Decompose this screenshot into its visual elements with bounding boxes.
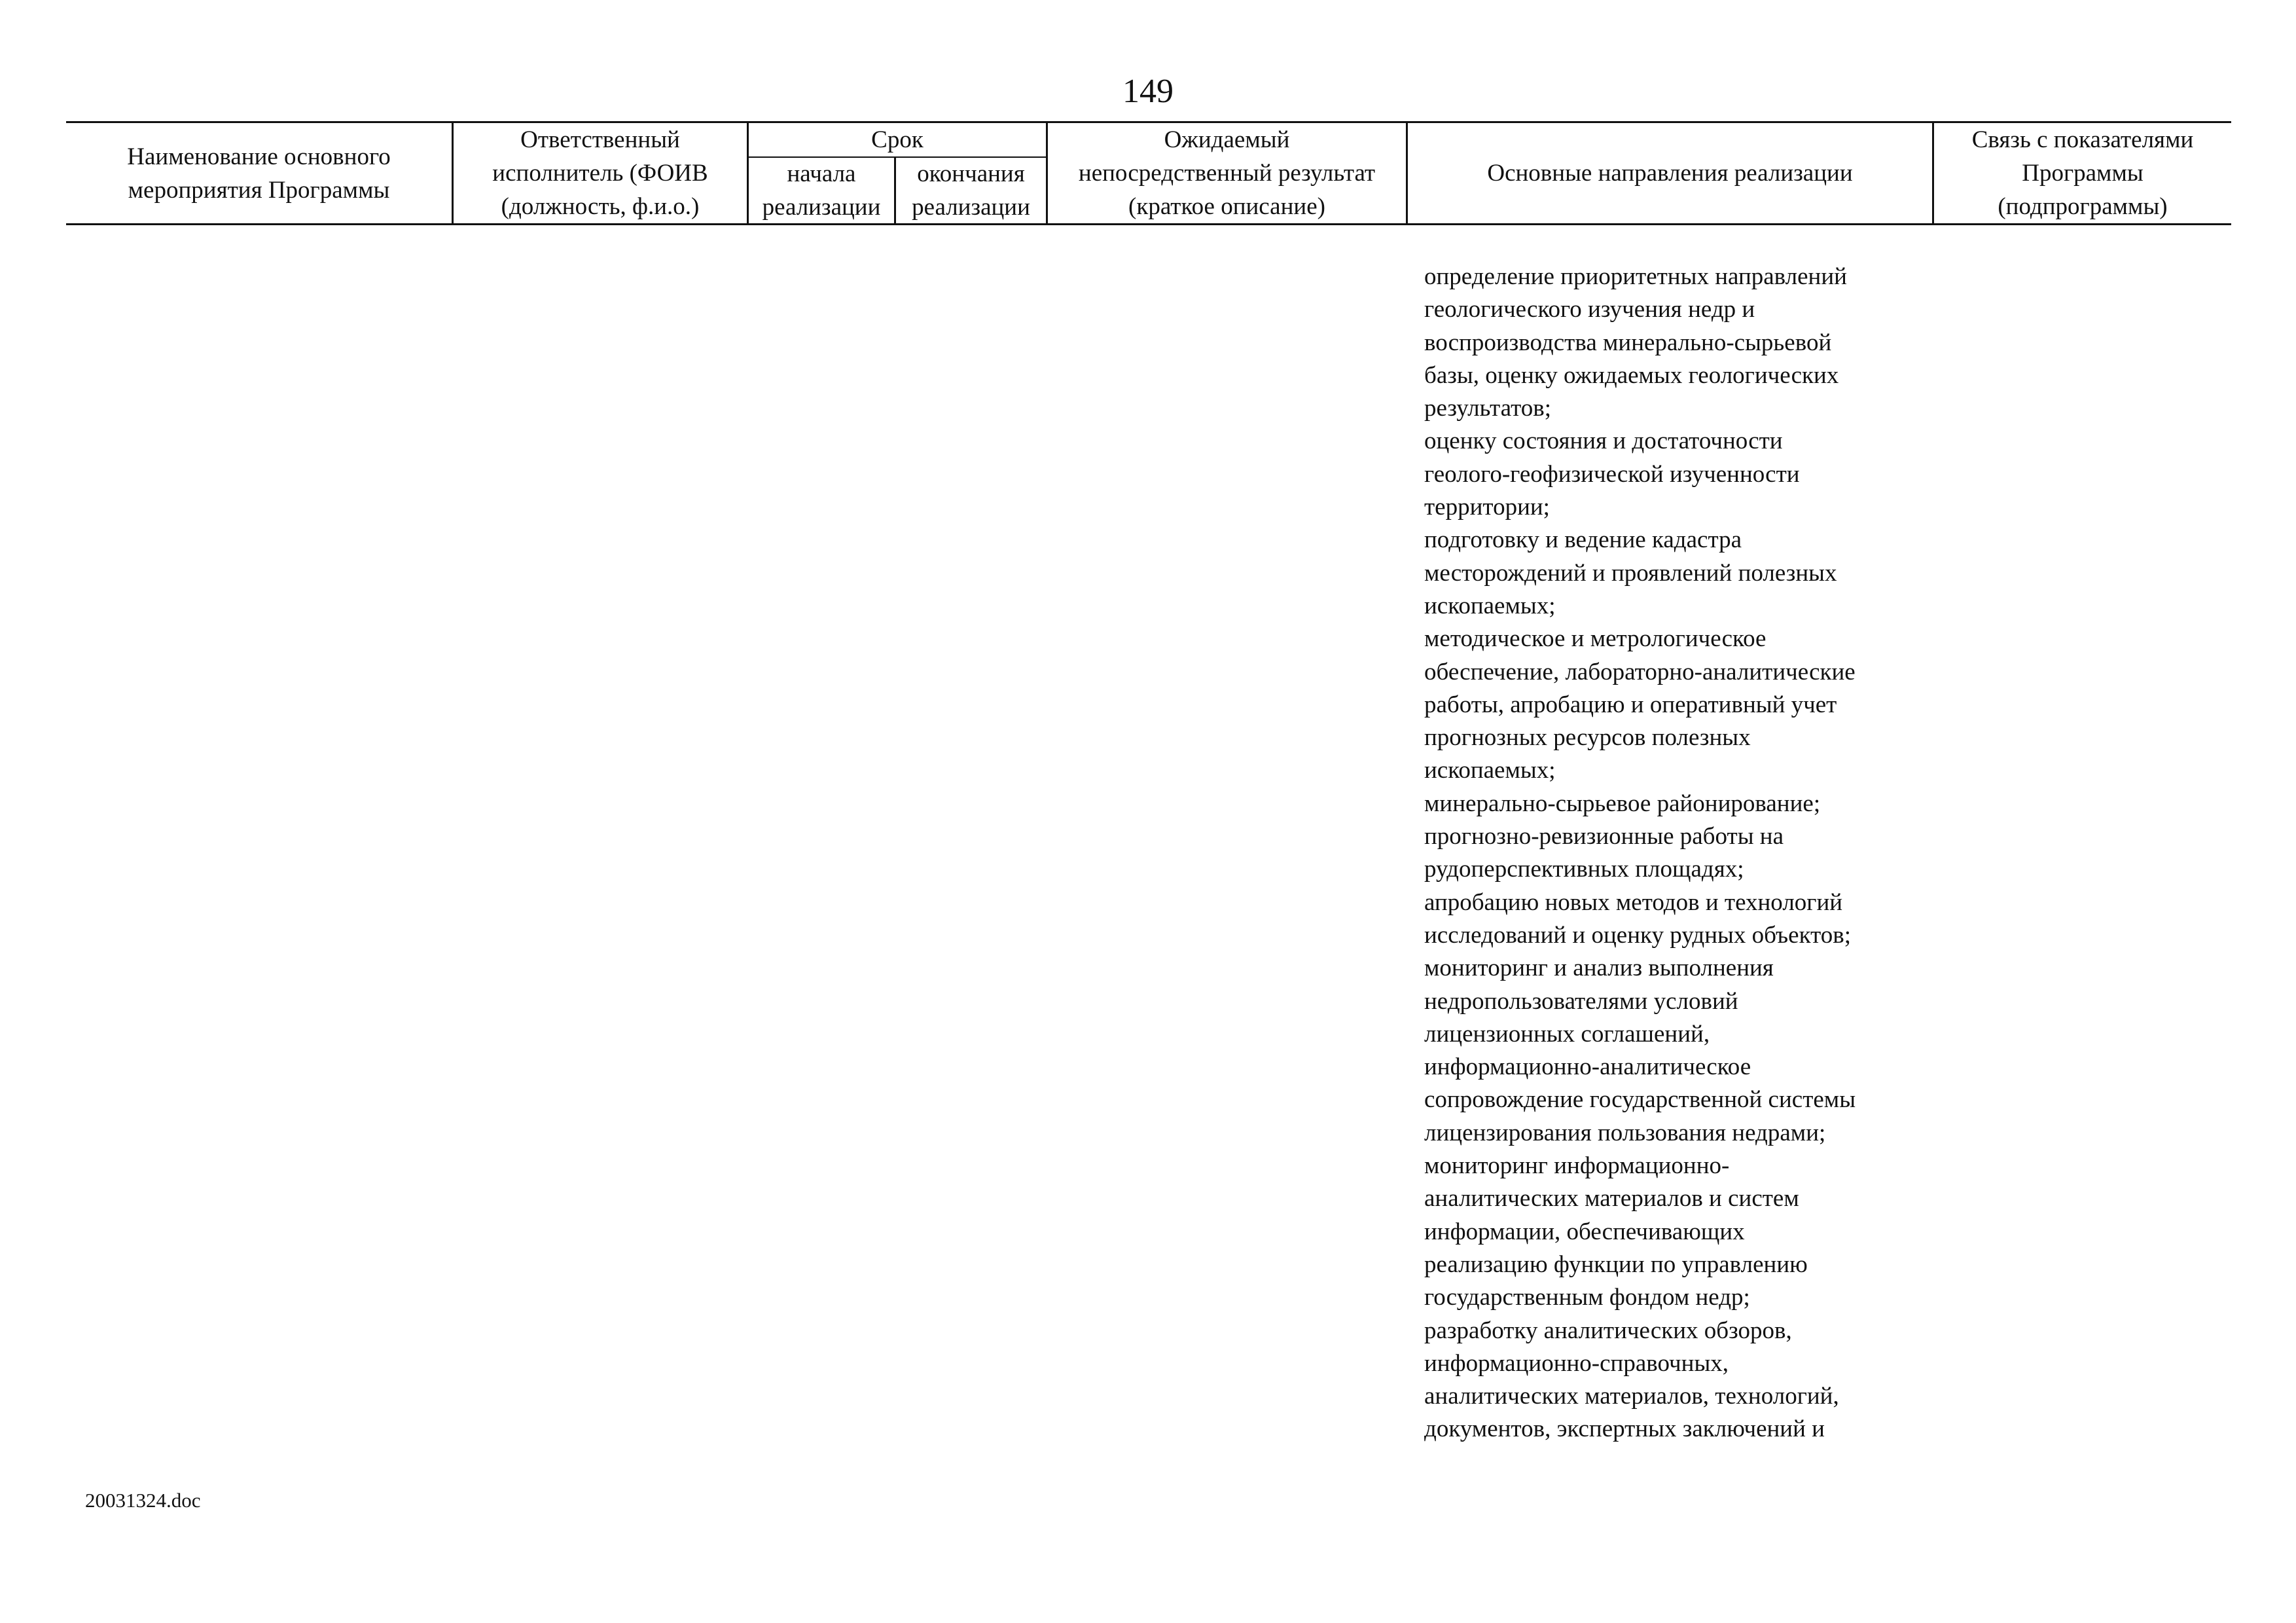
header-term-start: начала реализации: [762, 160, 881, 221]
text-line: рудоперспективных площадях;: [1424, 856, 1744, 883]
header-expected-result: Ожидаемый непосредственный результат (краткое описание): [1078, 126, 1376, 220]
text-line: информационно-аналитическое: [1424, 1053, 1751, 1081]
text-line: реализацию функции по управлению: [1424, 1250, 1808, 1278]
text-line: документов, экспертных заключений и: [1424, 1415, 1825, 1443]
text-line: ископаемых;: [1424, 757, 1556, 784]
text-line: информации, обеспечивающих: [1424, 1218, 1745, 1245]
footer-filename: 20031324.doc: [85, 1489, 201, 1512]
text-line: методическое и метрологическое: [1424, 625, 1767, 653]
text-line: определение приоритетных направлений: [1424, 263, 1847, 290]
text-line: лицензирования пользования недрами;: [1424, 1119, 1826, 1146]
text-line: сопровождение государственной системы: [1424, 1086, 1856, 1114]
text-line: обеспечение, лабораторно-аналитические: [1424, 658, 1856, 685]
text-line: апробацию новых методов и технологий: [1424, 888, 1843, 916]
text-line: недропользователями условий: [1424, 987, 1738, 1015]
text-line: ископаемых;: [1424, 592, 1556, 619]
text-line: результатов;: [1424, 395, 1552, 422]
text-line: минерально-сырьевое районирование;: [1424, 790, 1821, 817]
text-line: оценку состояния и достаточности: [1424, 428, 1783, 455]
text-line: мониторинг и анализ выполнения: [1424, 955, 1774, 982]
header-program-indicators-link: Связь с показателями Программы (подпрограммы): [1971, 126, 2194, 220]
table-header-bottom-rule: [66, 223, 2231, 225]
text-line: базы, оценку ожидаемых геологических: [1424, 361, 1839, 389]
text-line: аналитических материалов и систем: [1424, 1185, 1799, 1213]
text-line: работы, апробацию и оперативный учет: [1424, 691, 1837, 718]
header-program-activity-name: Наименование основного мероприятия Программы: [127, 143, 391, 204]
text-line: территории;: [1424, 494, 1550, 521]
text-line: прогнозно-ревизионные работы на: [1424, 823, 1784, 850]
main-directions-text: [1424, 261, 1935, 1446]
header-term: Срок: [871, 126, 924, 153]
text-line: месторождений и проявлений полезных: [1424, 559, 1837, 587]
page-number: 149: [1122, 73, 1174, 110]
text-line: воспроизводства минерально-сырьевой: [1424, 329, 1832, 356]
text-line: аналитических материалов, технологий,: [1424, 1383, 1839, 1410]
header-responsible-executor: Ответственный исполнитель (ФОИВ (должность, ф.и.о.): [492, 126, 708, 220]
text-line: геологического изучения недр и: [1424, 296, 1755, 323]
header-term-end: окончания реализации: [912, 160, 1030, 221]
text-line: геолого-геофизической изученности: [1424, 460, 1800, 488]
text-line: информационно-справочных,: [1424, 1349, 1729, 1377]
text-line: подготовку и ведение кадастра: [1424, 526, 1742, 554]
text-line: лицензионных соглашений,: [1424, 1020, 1710, 1048]
text-line: мониторинг информационно-: [1424, 1152, 1730, 1180]
text-line: государственным фондом недр;: [1424, 1284, 1750, 1311]
text-line: прогнозных ресурсов полезных: [1424, 724, 1751, 752]
header-main-directions: Основные направления реализации: [1487, 160, 1853, 187]
text-line: исследований и оценку рудных объектов;: [1424, 921, 1851, 949]
text-line: разработку аналитических обзоров,: [1424, 1317, 1792, 1344]
